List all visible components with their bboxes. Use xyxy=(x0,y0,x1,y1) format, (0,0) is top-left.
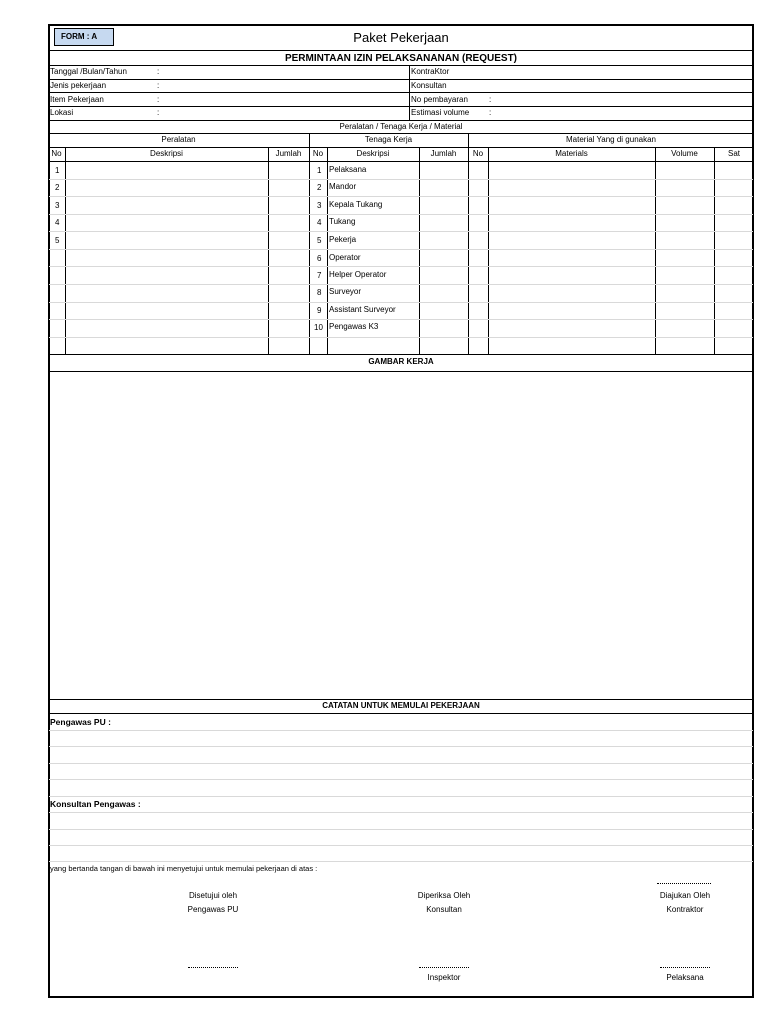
equipment-group-header: Peralatan xyxy=(161,135,196,144)
info-volume-sep: : xyxy=(489,108,492,117)
equipment-row-no: 4 xyxy=(55,218,60,227)
resources-header: Peralatan / Tenaga Kerja / Material xyxy=(339,122,463,131)
equipment-row-no: 1 xyxy=(55,166,60,175)
info-work-type-sep: : xyxy=(157,81,160,90)
info-consultant-label: Konsultan xyxy=(411,81,447,90)
col-volume: Volume xyxy=(671,149,698,158)
col-equipment-desc: Deskripsi xyxy=(150,149,183,158)
signature-line-contractor xyxy=(660,967,710,968)
equipment-row-no: 3 xyxy=(55,201,60,210)
labor-row-no: 5 xyxy=(317,236,322,245)
material-group-header: Material Yang di gunakan xyxy=(566,135,656,144)
labor-row-no: 1 xyxy=(317,166,322,175)
labor-group-header: Tenaga Kerja xyxy=(364,135,413,144)
drawing-area[interactable] xyxy=(50,373,752,699)
signature-role-pu: Disetujui oleh xyxy=(188,891,238,900)
labor-row-name: Tukang xyxy=(329,217,356,226)
drawing-header: GAMBAR KERJA xyxy=(368,357,434,366)
signature-party-consultant: Konsultan xyxy=(426,905,462,914)
form-label: FORM : A xyxy=(54,28,114,46)
col-labor-qty: Jumlah xyxy=(430,149,457,158)
signature-party-contractor: Kontraktor xyxy=(666,905,704,914)
info-volume-label: Estimasi volume xyxy=(411,108,470,117)
signature-role-contractor: Diajukan Oleh xyxy=(659,891,711,900)
labor-row-no: 3 xyxy=(317,201,322,210)
labor-row-name: Pengawas K3 xyxy=(329,322,379,331)
info-location-label: Lokasi xyxy=(50,108,74,117)
labor-row-name: Mandor xyxy=(329,182,357,191)
signature-line xyxy=(657,883,711,884)
labor-row-no: 4 xyxy=(317,218,322,227)
info-date-label: Tanggal /Bulan/Tahun xyxy=(50,67,127,76)
equipment-row-no: 5 xyxy=(55,236,60,245)
labor-row-no: 2 xyxy=(317,183,322,192)
col-equipment-no: No xyxy=(51,149,62,158)
col-material-no: No xyxy=(472,149,484,158)
labor-row-no: 8 xyxy=(317,288,322,297)
form-subtitle: PERMINTAAN IZIN PELAKSANANAN (REQUEST) xyxy=(284,53,518,64)
signature-role-consultant: Diperiksa Oleh xyxy=(417,891,471,900)
signature-party-pu: Pengawas PU xyxy=(187,905,239,914)
info-payment-no-label: No pembayaran xyxy=(411,95,468,104)
labor-row-no: 9 xyxy=(317,306,322,315)
labor-row-name: Pekerja xyxy=(329,235,357,244)
col-unit: Sat xyxy=(727,149,740,158)
info-payment-no-sep: : xyxy=(489,95,492,104)
col-equipment-qty: Jumlah xyxy=(275,149,302,158)
labor-row-name: Surveyor xyxy=(329,287,362,296)
col-labor-no: No xyxy=(312,149,324,158)
info-work-item-label: Item Pekerjaan xyxy=(50,95,104,104)
info-work-type-label: Jenis pekerjaan xyxy=(50,81,107,90)
signature-line-pu xyxy=(188,967,238,968)
labor-row-name: Assistant Surveyor xyxy=(329,305,396,314)
col-materials: Materials xyxy=(555,149,588,158)
labor-row-name: Pelaksana xyxy=(329,165,367,174)
notes-pu-label: Pengawas PU : xyxy=(50,717,111,727)
notes-header: CATATAN UNTUK MEMULAI PEKERJAAN xyxy=(322,701,480,710)
signature-title-consultant: Inspektor xyxy=(427,973,461,982)
labor-row-no: 10 xyxy=(314,323,323,332)
labor-row-name: Operator xyxy=(329,253,361,262)
labor-row-name: Helper Operator xyxy=(329,270,387,279)
info-location-sep: : xyxy=(157,108,160,117)
signature-title-contractor: Pelaksana xyxy=(666,973,704,982)
labor-row-no: 7 xyxy=(317,271,322,280)
form-title: Paket Pekerjaan xyxy=(353,30,449,45)
col-labor-desc: Deskripsi xyxy=(356,149,390,158)
info-contractor-label: KontraKtor xyxy=(411,67,450,76)
labor-row-name: Kepala Tukang xyxy=(329,200,383,209)
info-work-item-sep: : xyxy=(157,95,160,104)
labor-row-no: 6 xyxy=(317,254,322,263)
equipment-row-no: 2 xyxy=(55,183,60,192)
notes-consultant-label: Konsultan Pengawas : xyxy=(50,799,141,809)
agreement-text: yang bertanda tangan di bawah ini menyetujui untuk memulai pekerjaan di atas : xyxy=(50,864,318,873)
signature-line-consultant xyxy=(419,967,469,968)
info-date-sep: : xyxy=(157,67,160,76)
